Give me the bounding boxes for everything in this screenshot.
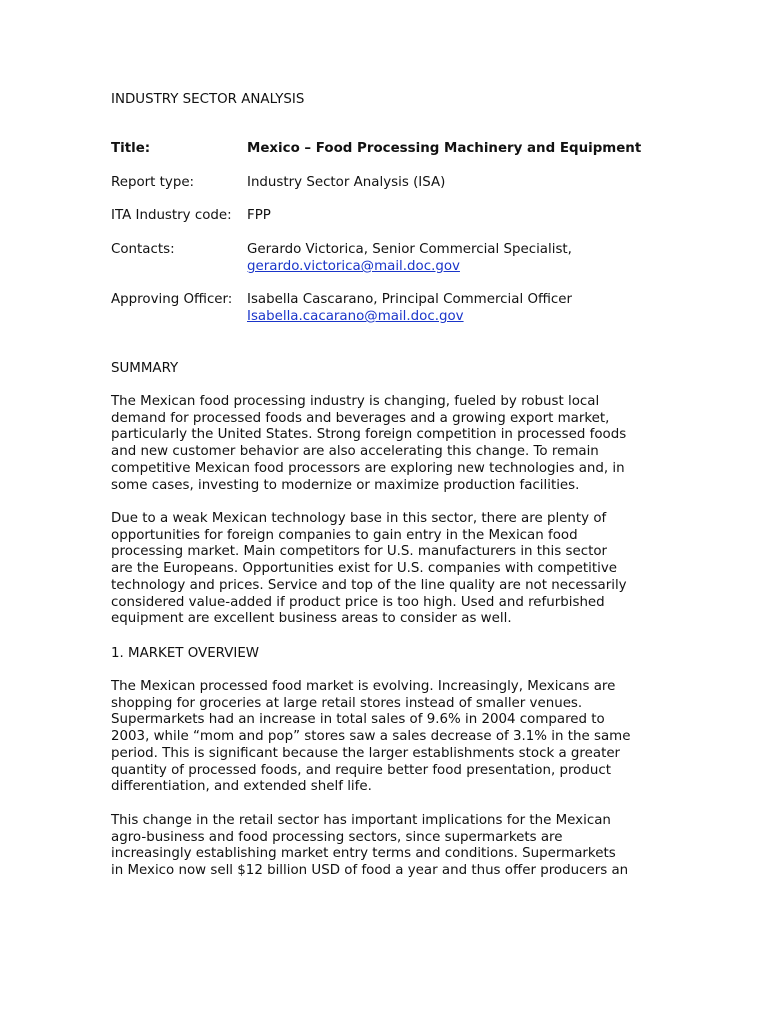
text-line: agro-business and food processing sectors, since supermarkets are xyxy=(111,829,563,845)
text-line: are the Europeans. Opportunities exist for U.S. companies with competitive xyxy=(111,561,617,577)
industry-code-label: ITA Industry code: xyxy=(111,208,232,223)
text-line: some cases, investing to modernize or maximize production facilities. xyxy=(111,477,580,493)
text-line: particularly the United States. Strong foreign competition in processed foods xyxy=(111,427,627,443)
approving-officer-label: Approving Officer: xyxy=(111,292,233,307)
text-line: processing market. Main competitors for U.S. manufacturers in this sector xyxy=(111,544,608,560)
text-line: quantity of processed foods, and require better food presentation, product xyxy=(111,762,611,778)
text-line: The Mexican food processing industry is changing, fueled by robust local xyxy=(111,394,600,409)
text-line: Due to a weak Mexican technology base in this sector, there are plenty of xyxy=(111,511,607,526)
document-type-heading: INDUSTRY SECTOR ANALYSIS xyxy=(111,92,305,107)
summary-paragraph-1 xyxy=(111,394,656,494)
market-overview-paragraph-1 xyxy=(111,679,656,796)
summary-heading: SUMMARY xyxy=(111,361,179,376)
report-type-value: Industry Sector Analysis (ISA) xyxy=(247,175,446,190)
text-line: Supermarkets had an increase in total sales of 9.6% in 2004 compared to xyxy=(111,712,605,728)
report-type-label: Report type: xyxy=(111,175,195,190)
title-label: Title: xyxy=(111,141,151,156)
text-line: and new customer behavior are also accelerating this change. To remain xyxy=(111,444,599,460)
approving-officer-email-link[interactable]: Isabella.cacarano@mail.doc.gov xyxy=(247,309,464,324)
report-title: Mexico – Food Processing Machinery and Equipment xyxy=(247,141,642,156)
contacts-label: Contacts: xyxy=(111,242,175,257)
summary-paragraph-2 xyxy=(111,511,656,628)
text-line: differentiation, and extended shelf life. xyxy=(111,779,372,795)
contacts-value: Gerardo Victorica, Senior Commercial Specialist, xyxy=(247,242,572,257)
text-line: period. This is significant because the larger establishments stock a greater xyxy=(111,745,621,761)
text-line: This change in the retail sector has important implications for the Mexican xyxy=(111,813,611,828)
text-line: equipment are excellent business areas to consider as well. xyxy=(111,611,512,627)
text-line: competitive Mexican food processors are exploring new technologies and, in xyxy=(111,460,625,476)
approving-officer-value: Isabella Cascarano, Principal Commercial Officer xyxy=(247,292,573,307)
market-overview-paragraph-2 xyxy=(111,813,656,880)
text-line: demand for processed foods and beverages and a growing export market, xyxy=(111,410,610,426)
text-line: The Mexican processed food market is evolving. Increasingly, Mexicans are xyxy=(111,679,616,694)
text-line: opportunities for foreign companies to gain entry in the Mexican food xyxy=(111,527,578,543)
industry-code-value: FPP xyxy=(247,208,271,223)
contact-email-link[interactable]: gerardo.victorica@mail.doc.gov xyxy=(247,259,460,274)
text-line: in Mexico now sell $12 billion USD of food a year and thus offer producers an xyxy=(111,863,629,879)
text-line: shopping for groceries at large retail stores instead of smaller venues. xyxy=(111,695,583,711)
text-line: considered value-added if product price is too high. Used and refurbished xyxy=(111,594,605,610)
text-line: technology and prices. Service and top of the line quality are not necessarily xyxy=(111,577,627,593)
text-line: 2003, while “mom and pop” stores saw a sales decrease of 3.1% in the same xyxy=(111,729,631,745)
text-line: increasingly establishing market entry terms and conditions. Supermarkets xyxy=(111,846,616,862)
market-overview-heading: 1. MARKET OVERVIEW xyxy=(111,646,260,661)
